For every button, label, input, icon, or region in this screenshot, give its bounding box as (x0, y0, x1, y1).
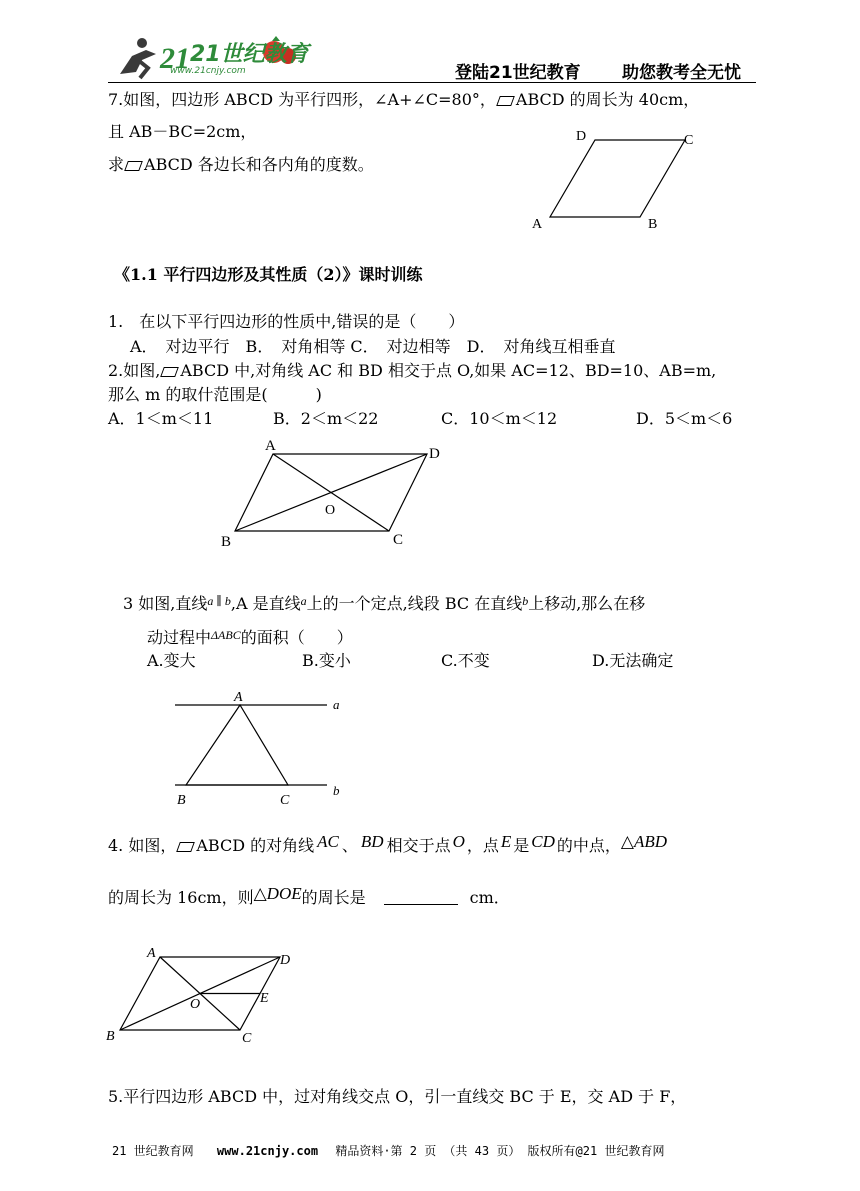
q4-math-ac: AC (317, 832, 339, 851)
q3-label-B: B (177, 793, 186, 808)
q7-figure (520, 122, 710, 234)
q3-text-5: 动过程中 (147, 628, 212, 647)
q7-line1 (108, 90, 699, 110)
q3-math-triangle: ΔABC (211, 628, 241, 642)
q4-math-abd: △ABD (620, 832, 668, 851)
q2-option-b: B．2＜m＜22 (273, 409, 379, 428)
q2-line1 (108, 361, 716, 381)
q2-label-D: D (429, 446, 440, 462)
parallelogram-icon (177, 842, 196, 852)
q3-label-b: b (333, 783, 340, 798)
q2-option-d: D．5＜m＜6 (636, 409, 733, 428)
q4-text-1: 4. 如图， (108, 836, 177, 855)
q1-stem: 1. 在以下平行四边形的性质中,错误的是（ ） (108, 312, 465, 331)
q4-label-E: E (260, 991, 269, 1006)
q4-label-D: D (280, 953, 291, 968)
q4-math-cd: CD (531, 832, 555, 851)
q3-option-b: B.变小 (302, 651, 351, 670)
q3-option-c: C.不变 (441, 651, 490, 670)
q3-label-C: C (280, 793, 290, 808)
header-rule (108, 82, 756, 83)
q4-text-8: 的周长是 (301, 888, 366, 907)
q4-math-bd: BD (360, 832, 384, 851)
q2-label-O: O (325, 503, 336, 518)
q4-text-6: 的中点， (556, 836, 621, 855)
q3-label-a: a (333, 697, 340, 712)
q7-line3 (108, 155, 374, 175)
q3-math-a2: a (300, 594, 307, 608)
q2-label-A: A (265, 438, 276, 454)
footer-site-name: 21 世纪教育网 (112, 1144, 194, 1158)
q3-figure (165, 688, 355, 810)
q7-line2: 且 AB－BC=2cm， (108, 122, 257, 141)
q7-line3-text-2: ABCD 各边长和各内角的度数。 (144, 155, 374, 174)
q3-text-6: 的面积（ ） (240, 628, 353, 647)
logo-url: www.21cnjy.com (170, 66, 246, 76)
q3-text-3: 上的一个定点,线段 BC 在直线 (306, 594, 523, 613)
q4-math-o: O (452, 832, 465, 851)
section-title: 《1.1 平行四边形及其性质（2）》课时训练 (114, 265, 423, 284)
q3-option-a: A.变大 (147, 651, 196, 670)
parallelogram-icon (124, 161, 143, 171)
q7-line1-text: 7.如图，四边形 ABCD 为平行四形，∠A+∠C=80°， (108, 90, 496, 109)
logo-text: 21世纪教育 (190, 42, 309, 67)
parallelogram-icon (496, 96, 515, 106)
header-slogan-right: 助您教考全无忧 (622, 63, 741, 83)
q4-label-C: C (242, 1031, 252, 1046)
q7-label-B: B (648, 217, 658, 232)
q4-text-3: 相交于点 (386, 836, 451, 855)
q3-parallel: ∥ (216, 594, 222, 608)
q4-text-sep: 、 (341, 836, 358, 855)
q1-options: A． 对边平行 B． 对角相等 C． 对边相等 D． 对角线互相垂直 (130, 337, 616, 356)
q5-line1: 5.平行四边形 ABCD 中，过对角线交点 O，引一直线交 BC 于 E，交 AD 于 F， (108, 1087, 687, 1106)
q4-label-B: B (106, 1029, 115, 1044)
q2-line1-text: 2.如图, (108, 361, 161, 380)
q3-line2 (147, 625, 353, 648)
q2-label-C: C (393, 532, 404, 548)
q4-label-A: A (147, 946, 156, 961)
q2-label-B: B (221, 534, 232, 550)
q3-math-a1: a (207, 594, 214, 608)
q7-label-A: A (532, 217, 543, 232)
q4-math-e: E (500, 832, 512, 851)
q7-label-C: C (684, 133, 694, 148)
q2-line1-text-2: ABCD 中,对角线 AC 和 BD 相交于点 O,如果 AC=12、BD=10、AB=m, (180, 361, 717, 380)
q2-option-a: A．1＜m＜11 (108, 409, 214, 428)
q7-line3-text: 求 (108, 155, 125, 174)
q4-text-7: 的周长为 16cm，则 (108, 888, 254, 907)
q7-line1-text-2: ABCD 的周长为 40cm， (515, 90, 700, 109)
q7-label-D: D (576, 129, 587, 144)
parallelogram-icon (161, 367, 180, 377)
q2-option-c: C．10＜m＜12 (441, 409, 558, 428)
footer-url[interactable]: www.21cnjy.com (216, 1144, 319, 1158)
q3-math-b2: b (522, 594, 529, 608)
q4-line1 (108, 832, 667, 856)
answer-blank (384, 888, 458, 905)
q4-label-O: O (190, 997, 201, 1012)
q3-label-A: A (234, 690, 243, 705)
q3-option-d: D.无法确定 (592, 651, 674, 670)
q4-text-5: 是 (513, 836, 530, 855)
q4-figure (100, 942, 310, 1048)
q3-text-2: ,A 是直线 (230, 594, 301, 613)
footer-text: 精品资料·第 2 页 （共 43 页） 版权所有@21 世纪教育网 (335, 1144, 665, 1158)
q2-line2: 那么 m 的取什范围是( ) (108, 385, 322, 404)
q4-text-9: cm． (469, 888, 510, 907)
q4-text-4: ，点 (466, 836, 499, 855)
header-slogan-left: 登陆21世纪教育 (455, 63, 581, 83)
svg-text:21: 21 (160, 42, 190, 75)
q4-math-doe: △DOE (253, 884, 302, 903)
q3-math-b1: b (224, 594, 231, 608)
q3-text-1: 3 如图,直线 (123, 594, 208, 613)
q3-text-4: 上移动,那么在移 (528, 594, 646, 613)
q4-line2 (108, 884, 510, 908)
footer (112, 1142, 664, 1159)
q2-figure (215, 436, 455, 552)
q4-text-2: ABCD 的对角线 (196, 836, 315, 855)
q3-line1 (123, 591, 645, 614)
